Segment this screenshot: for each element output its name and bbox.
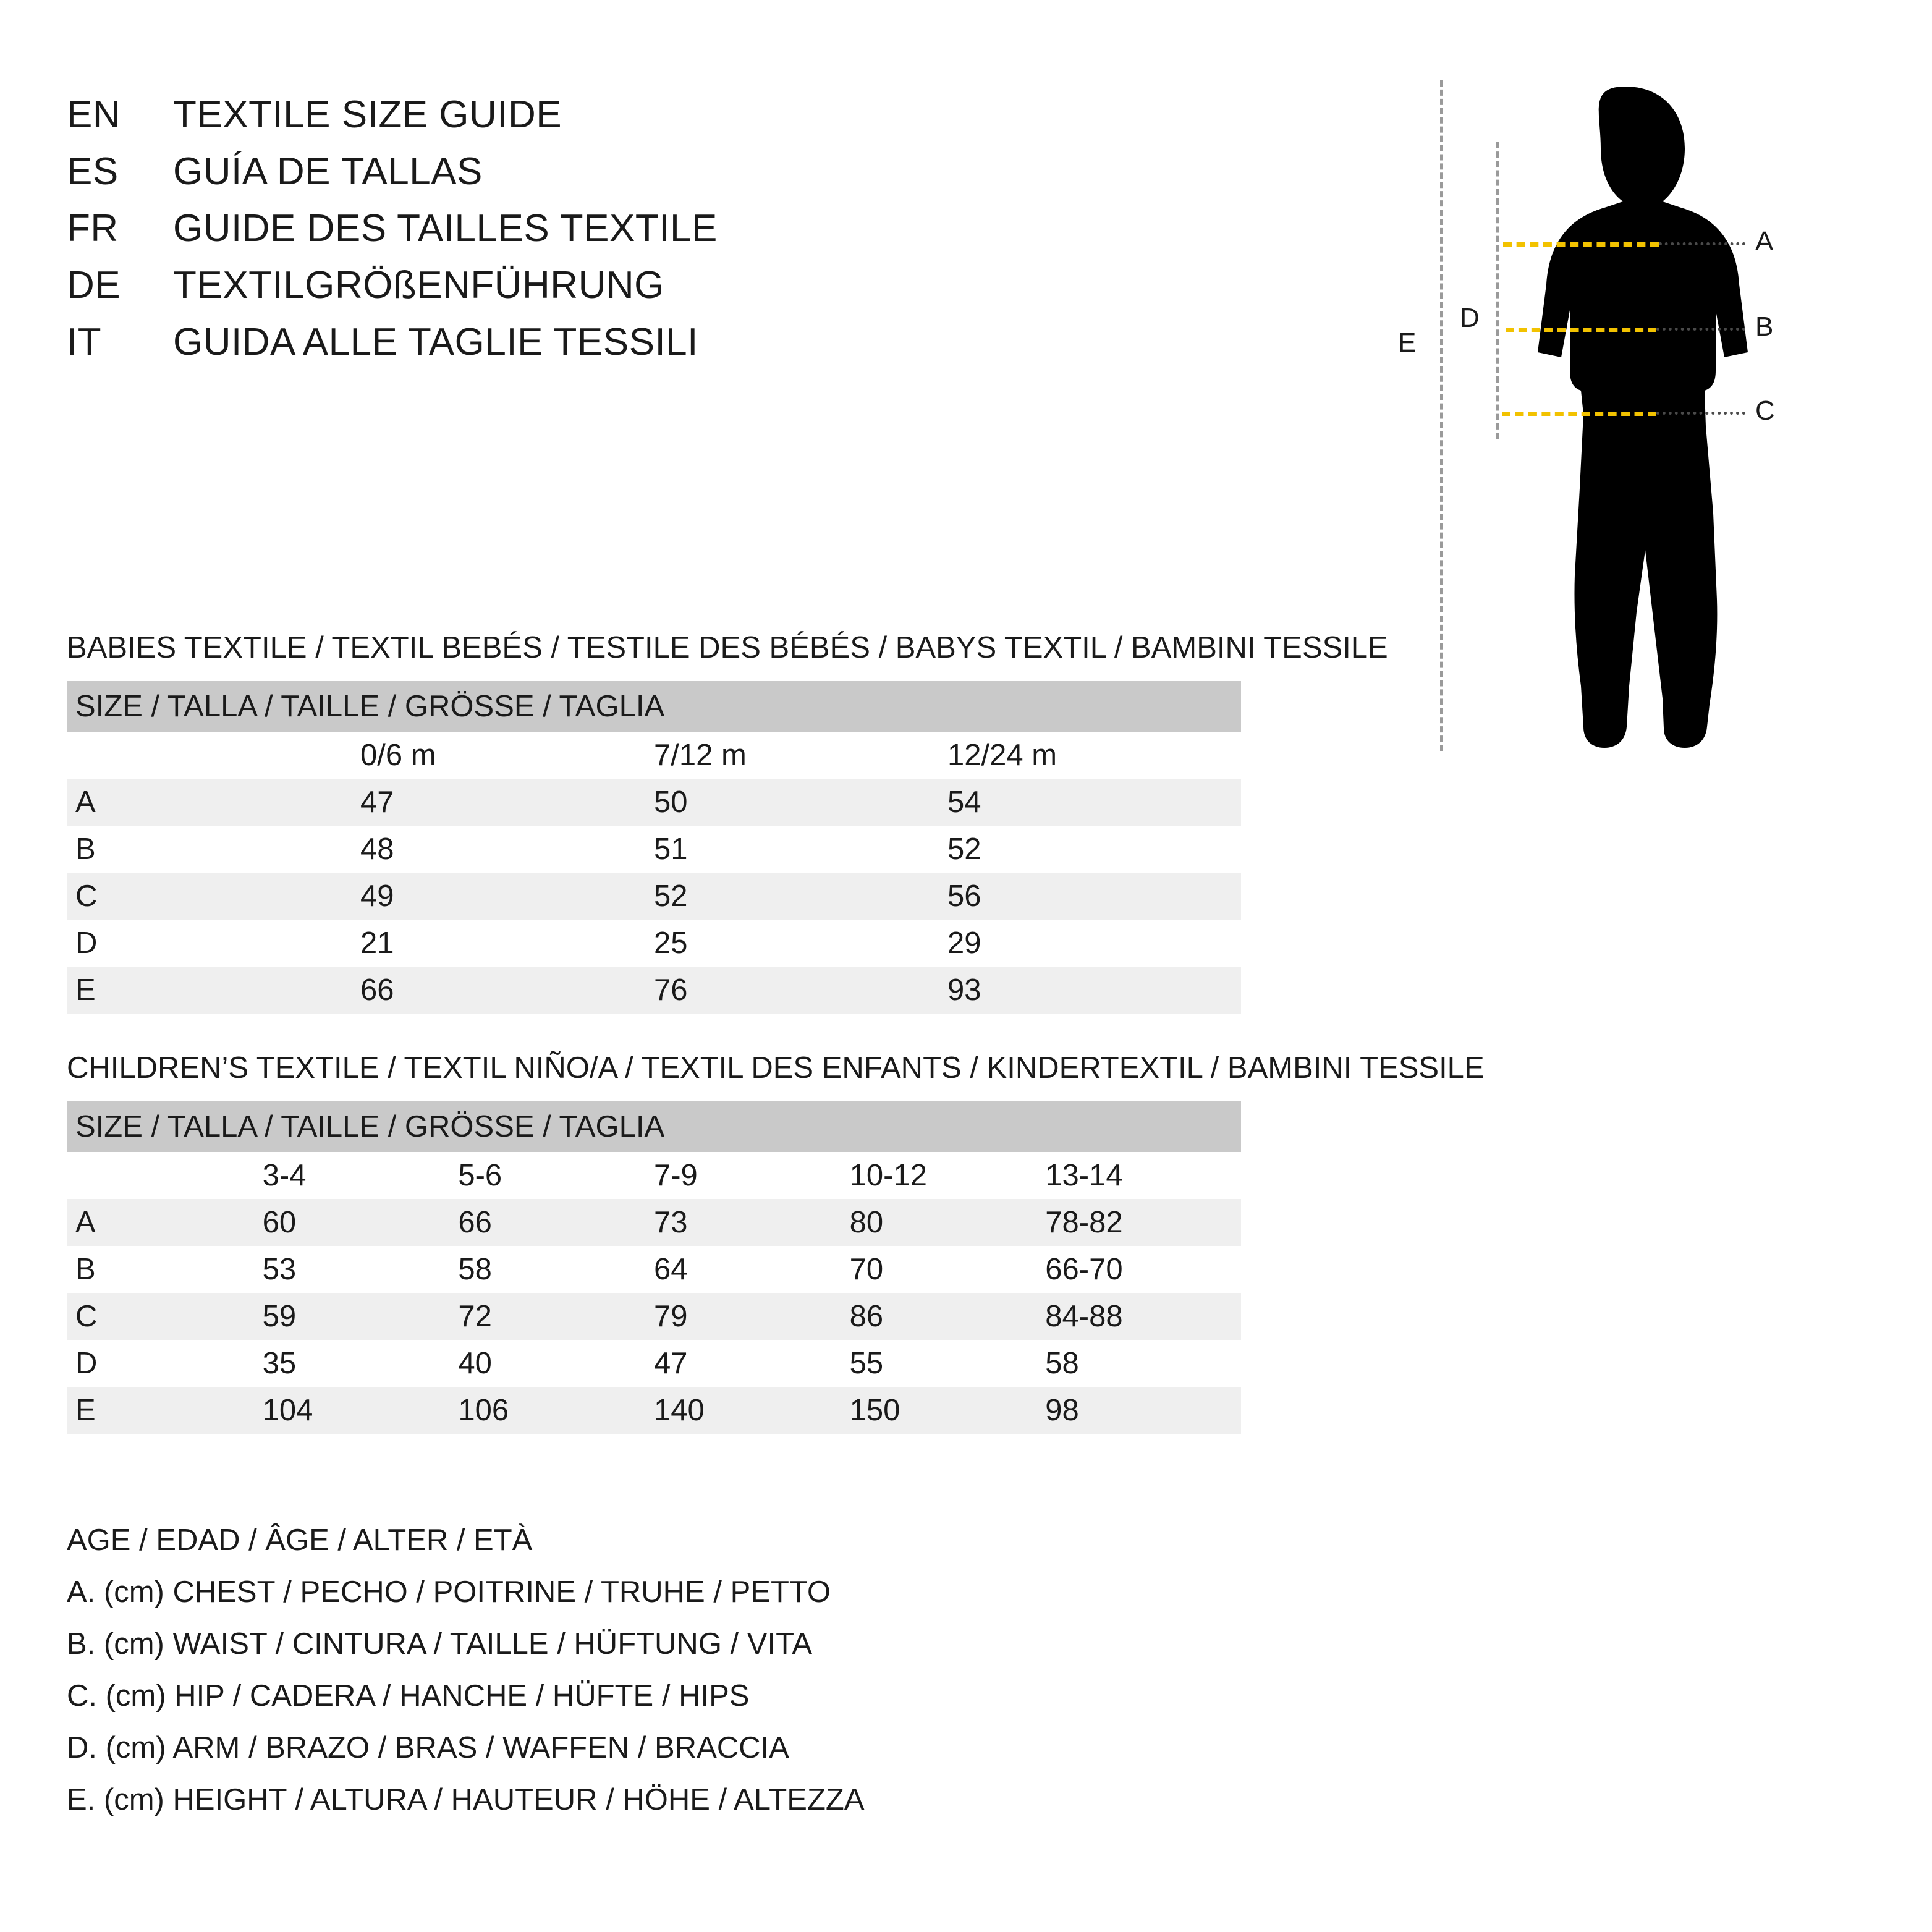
figure-letter-a: A [1755, 226, 1774, 256]
children-row-label-c: C [67, 1293, 263, 1340]
babies-b-2: 52 [947, 826, 1241, 873]
children-c-0: 59 [263, 1293, 459, 1340]
children-e-3: 150 [850, 1387, 1046, 1434]
language-title-block [67, 93, 1241, 377]
legend-waist-b: B. (cm) WAIST / CINTURA / TAILLE / HÜFTUNG / VITA [67, 1627, 813, 1661]
hip-measure-line-c [1502, 412, 1656, 416]
language-row-it [67, 320, 1241, 377]
table-row [67, 920, 1241, 967]
babies-a-1: 50 [654, 779, 947, 826]
children-a-0: 60 [263, 1199, 459, 1246]
babies-col-0: 0/6 m [360, 732, 654, 779]
children-c-3: 86 [850, 1293, 1046, 1340]
babies-e-1: 76 [654, 967, 947, 1014]
children-row-label-d: D [67, 1340, 263, 1387]
children-c-1: 72 [458, 1293, 654, 1340]
babies-col-2: 12/24 m [947, 732, 1241, 779]
language-text-fr: GUIDE DES TAILLES TEXTILE [173, 207, 718, 250]
babies-corner-cell [67, 732, 360, 779]
children-size-table [67, 1101, 1241, 1434]
language-code-de: DE [67, 264, 121, 307]
babies-d-0: 21 [360, 920, 654, 967]
table-row [67, 1293, 1241, 1340]
babies-a-0: 47 [360, 779, 654, 826]
babies-size-table [67, 681, 1241, 1014]
language-row-fr [67, 206, 1241, 263]
children-c-4: 84-88 [1045, 1293, 1241, 1340]
language-code-fr: FR [67, 207, 119, 250]
language-row-es [67, 150, 1241, 206]
table-row [67, 1387, 1241, 1434]
babies-row-label-d: D [67, 920, 360, 967]
language-row-de [67, 263, 1241, 320]
legend-height-e: E. (cm) HEIGHT / ALTURA / HAUTEUR / HÖHE / ALTEZZA [67, 1783, 865, 1816]
babies-col-1: 7/12 m [654, 732, 947, 779]
children-c-2: 79 [654, 1293, 850, 1340]
children-col-2: 7-9 [654, 1152, 850, 1199]
children-e-4: 98 [1045, 1387, 1241, 1434]
legend-arm-d: D. (cm) ARM / BRAZO / BRAS / WAFFEN / BRACCIA [67, 1731, 789, 1765]
waist-leader-line-b [1656, 328, 1745, 331]
babies-c-2: 56 [947, 873, 1241, 920]
table-row [67, 1199, 1241, 1246]
babies-table-header-label: SIZE / TALLA / TAILLE / GRÖSSE / TAGLIA [67, 681, 1241, 732]
children-b-4: 66-70 [1045, 1246, 1241, 1293]
language-text-en: TEXTILE SIZE GUIDE [173, 93, 562, 136]
children-row-label-a: A [67, 1199, 263, 1246]
children-d-4: 58 [1045, 1340, 1241, 1387]
table-row [67, 1246, 1241, 1293]
babies-section [67, 630, 1426, 1014]
language-code-en: EN [67, 93, 121, 136]
table-row [67, 779, 1241, 826]
children-e-1: 106 [458, 1387, 654, 1434]
table-row [67, 1340, 1241, 1387]
children-a-4: 78-82 [1045, 1199, 1241, 1246]
children-row-label-b: B [67, 1246, 263, 1293]
babies-b-1: 51 [654, 826, 947, 873]
language-code-es: ES [67, 150, 119, 193]
children-row-label-e: E [67, 1387, 263, 1434]
figure-letter-d: D [1460, 303, 1480, 333]
figure-letter-e: E [1398, 328, 1417, 358]
babies-c-0: 49 [360, 873, 654, 920]
children-e-2: 140 [654, 1387, 850, 1434]
language-text-it: GUIDA ALLE TAGLIE TESSILI [173, 321, 698, 363]
children-table-header-row [67, 1101, 1241, 1152]
babies-section-title: BABIES TEXTILE / TEXTIL BEBÉS / TESTILE DES BÉBÉS / BABYS TEXTIL / BAMBINI TESSILE [67, 631, 1388, 664]
babies-c-1: 52 [654, 873, 947, 920]
measurement-legend [67, 1514, 1426, 1826]
children-col-3: 10-12 [850, 1152, 1046, 1199]
children-section-title: CHILDREN’S TEXTILE / TEXTIL NIÑO/A / TEXTIL DES ENFANTS / KINDERTEXTIL / BAMBINI TESSILE [67, 1051, 1485, 1085]
language-text-de: TEXTILGRÖßENFÜHRUNG [173, 264, 664, 307]
chest-measure-line-a [1503, 242, 1659, 247]
language-code-it: IT [67, 321, 102, 363]
height-guide-line-e [1440, 80, 1443, 751]
chest-leader-line-a [1659, 242, 1745, 245]
measurement-figure [1384, 80, 1891, 773]
table-row [67, 826, 1241, 873]
children-corner-cell [67, 1152, 263, 1199]
hip-leader-line-c [1656, 412, 1745, 415]
children-a-1: 66 [458, 1199, 654, 1246]
table-row [67, 873, 1241, 920]
children-col-1: 5-6 [458, 1152, 654, 1199]
figure-letter-b: B [1755, 311, 1774, 342]
babies-a-2: 54 [947, 779, 1241, 826]
children-section [67, 1051, 1485, 1434]
babies-column-row [67, 732, 1241, 779]
children-table-header-label: SIZE / TALLA / TAILLE / GRÖSSE / TAGLIA [67, 1101, 1241, 1152]
babies-row-label-c: C [67, 873, 360, 920]
language-text-es: GUÍA DE TALLAS [173, 150, 483, 193]
child-silhouette-icon [1477, 80, 1774, 760]
legend-age: AGE / EDAD / ÂGE / ALTER / ETÀ [67, 1523, 533, 1557]
babies-e-2: 93 [947, 967, 1241, 1014]
children-a-3: 80 [850, 1199, 1046, 1246]
babies-d-2: 29 [947, 920, 1241, 967]
babies-e-0: 66 [360, 967, 654, 1014]
children-column-row [67, 1152, 1241, 1199]
babies-d-1: 25 [654, 920, 947, 967]
babies-row-label-e: E [67, 967, 360, 1014]
children-col-4: 13-14 [1045, 1152, 1241, 1199]
waist-measure-line-b [1506, 328, 1656, 332]
children-d-0: 35 [263, 1340, 459, 1387]
legend-chest-a: A. (cm) CHEST / PECHO / POITRINE / TRUHE / PETTO [67, 1575, 831, 1609]
children-d-3: 55 [850, 1340, 1046, 1387]
children-b-0: 53 [263, 1246, 459, 1293]
babies-row-label-b: B [67, 826, 360, 873]
children-e-0: 104 [263, 1387, 459, 1434]
table-row [67, 967, 1241, 1014]
children-b-3: 70 [850, 1246, 1046, 1293]
children-d-1: 40 [458, 1340, 654, 1387]
children-d-2: 47 [654, 1340, 850, 1387]
babies-b-0: 48 [360, 826, 654, 873]
legend-hip-c: C. (cm) HIP / CADERA / HANCHE / HÜFTE / HIPS [67, 1679, 750, 1713]
children-a-2: 73 [654, 1199, 850, 1246]
babies-table-header-row [67, 681, 1241, 732]
figure-letter-c: C [1755, 396, 1775, 426]
babies-row-label-a: A [67, 779, 360, 826]
children-b-1: 58 [458, 1246, 654, 1293]
language-row-en [67, 93, 1241, 150]
children-col-0: 3-4 [263, 1152, 459, 1199]
children-b-2: 64 [654, 1246, 850, 1293]
